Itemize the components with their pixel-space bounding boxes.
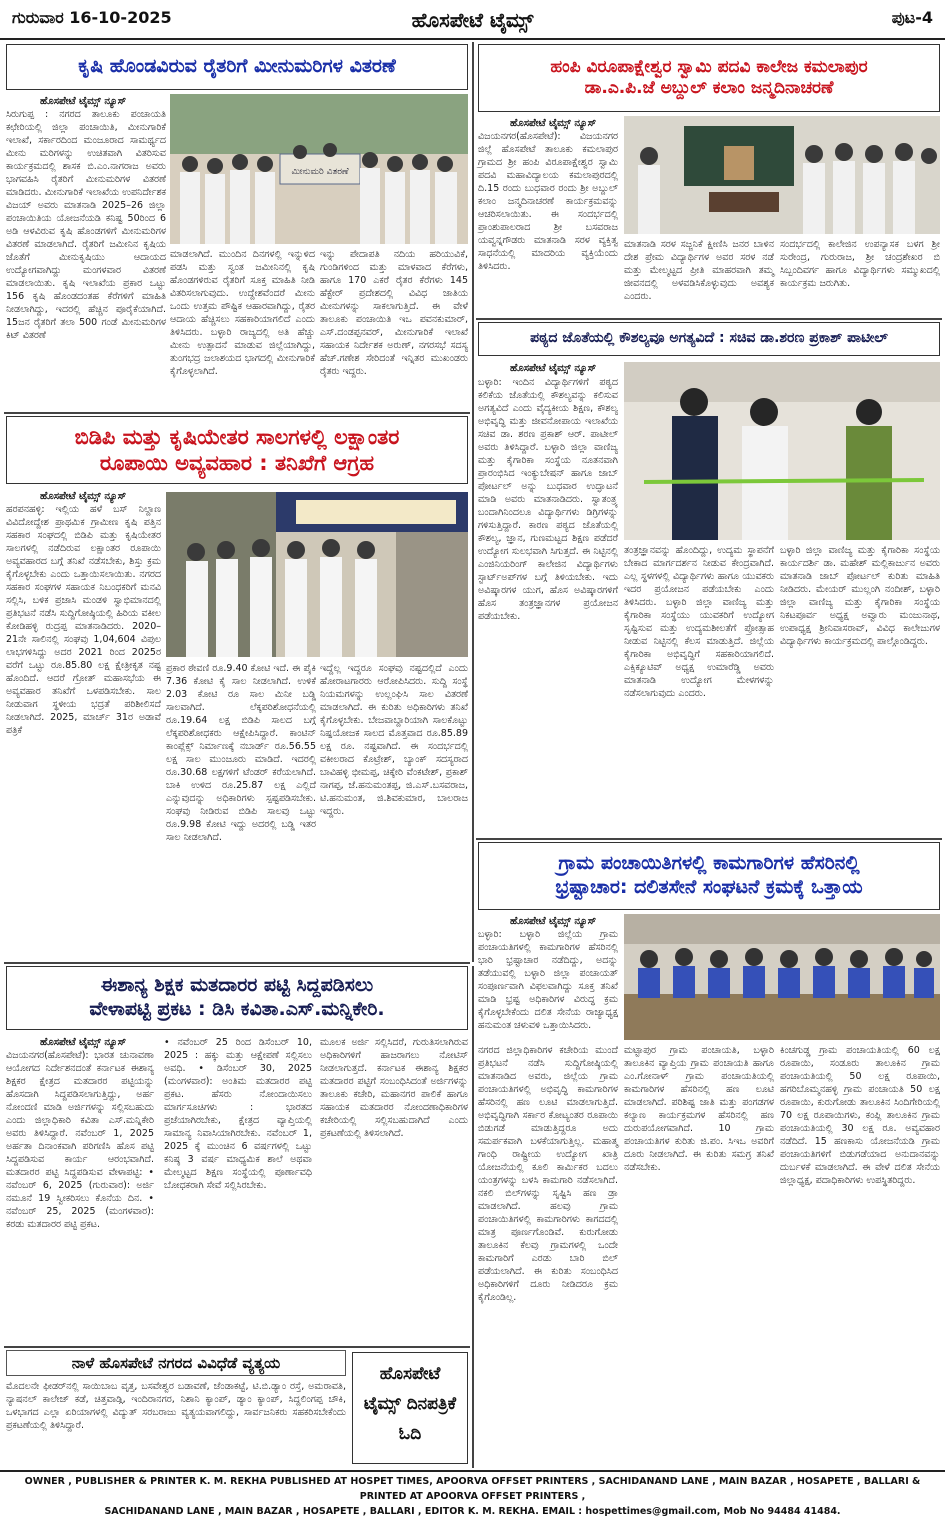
article-fish-byline: ಹೊಸಪೇಟೆ ಟೈಮ್ಸ್ ನ್ಯೂಸ್ bbox=[40, 96, 127, 107]
article-voter-headline bbox=[6, 966, 468, 1030]
article-kalam-headline bbox=[478, 44, 940, 112]
column-divider bbox=[472, 966, 474, 1468]
article-skill-text-col1: ಬಳ್ಳಾರಿ: ಇಂದಿನ ವಿದ್ಯಾರ್ಥಿಗಳಿಗೆ ಪಠ್ಯದ ಕಲಿಕೆಯ ಜೊತೆಯಲ್ಲಿ ಕೌಶಲ್ಯವನ್ನು ಕಲಿಸುವ ಅಗತ್ಯವಿದೆ ಎಂದು ವೈದ್ಯಕೀಯ ಶಿಕ್ಷಣ, ಕೌಶಲ್ಯ ಅಭಿವೃದ್ಧಿ ಮತ್ತು ಜೀವನೋಪಾಯ ಇಲಾಖೆಯ ಸಚಿವ ಡಾ. ಶರಣ ಪ್ರಕಾಶ್ ಆರ್. ಪಾಟೀಲ್ ಅವರು ತಿಳಿಸಿದ್ದಾರೆ. ಬಳ್ಳಾರಿ ಜಿಲ್ಲಾ ವಾಣಿಜ್ಯ ಮತ್ತು ಕೈಗಾರಿಕಾ ಸಂಸ್ಥೆಯ ನೂತನವಾಗಿ ಪ್ರಾರಂಭಿಸಿದ ಇಂಕ್ಯುಬೇಷನ್ ಹಾಗೂ ಜಾಬ್ ಪೋರ್ಟಲ್ ಅನ್ನು ಬುಧವಾರ ಉದ್ಘಾಟನೆ ಮಾಡಿ ಅವರು ಮಾತನಾಡಿದರು. ಸ್ವಾತಂತ್ರ್ಯ ಬಂದಾಗಿನಿಂದಲೂ ವಿದ್ಯಾರ್ಥಿಗಳು ಡಿಗ್ರಿಗಳನ್ನು ಗಳಿಸುತ್ತಿದ್ದಾರೆ. ಕಾರಣ ಪಠ್ಯದ ಜೊತೆಯಲ್ಲಿ ಕೌಶಲ್ಯ, ಜ್ಞಾನ, ಗುಣಮಟ್ಟದ ಶಿಕ್ಷಣ ಪಡೆದರೆ ಉದ್ಯೋಗ ಸುಲಭವಾಗಿ ಸಿಗುತ್ತದೆ. ಈ ನಿಟ್ಟಿನಲ್ಲಿ ಎಂಜಿನಿಯರಿಂಗ್ ಕಾಲೇಜಿನ ವಿದ್ಯಾರ್ಥಿಗಳು ಸ್ಟಾರ್ಟ್‌ಅಪ್‌ಗಳ ಬಗ್ಗೆ ತಿಳಿಯಬೇಕು. ಇದು ಅವಿಷ್ಕಾರಗಳ ಯುಗ, ಹೊಸ ಅವಿಷ್ಕಾರಗಳಿಗೆ ಹೊಸ ತಂತ್ರಜ್ಞಾನಗಳ ಪ್ರಯೋಜನ ಪಡೆಯಬೇಕು. bbox=[478, 377, 618, 622]
article-fish-photo bbox=[170, 94, 468, 244]
promo-line1: ಹೊಸಪೇಟೆ bbox=[379, 1364, 441, 1384]
article-voter-text-col1: ವಿಜಯನಗರ(ಹೊಸಪೇಟೆ): ಭಾರತ ಚುನಾವಣಾ ಆಯೋಗದ ನಿರ್ದೇಶನದಂತೆ ಕರ್ನಾಟಕ ಈಶಾನ್ಯ ಶಿಕ್ಷಕರ ಕ್ಷೇತ್ರದ ಮತದಾರರ ಪಟ್ಟಿಯನ್ನು ಹೊಸದಾಗಿ ಸಿದ್ದಪಡಿಸಲಾಗುತ್ತಿದ್ದು, ಅರ್ಹ ನೋಂದಣಿ ಮಾಡಿ ಅರ್ಜಿಗಳನ್ನು ಸಲ್ಲಿಸಬಹುದು ಎಂದು ಜಿಲ್ಲಾಧಿಕಾರಿ ಕವಿತಾ ಎಸ್.ಮನ್ನಿಕೇರಿ ಅವರು ತಿಳಿಸಿದ್ದಾರೆ. ನವೆಂಬರ್ 1, 2025 ಅರ್ಹತಾ ದಿನಾಂಕವಾಗಿ ಪರಿಗಣಿಸಿ ಹೊಸ ಪಟ್ಟಿ ಸಿದ್ದಪಡಿಸುವ ಕಾರ್ಯ ಆರಂಭವಾಗಿದೆ. ಮತದಾರರ ಪಟ್ಟಿ ಸಿದ್ದಪಡಿಸುವ ವೇಳಾಪಟ್ಟಿ: • ನವೆಂಬರ್ 6, 2025 (ಗುರುವಾರ): ಅರ್ಜಿ ನಮೂನೆ 19 ಸ್ವೀಕರಿಸಲು ಕೊನೆಯ ದಿನ. • ನವೆಂಬರ್ 25, 2025 (ಮಂಗಳವಾರ): ಕರಡು ಮತದಾರರ ಪಟ್ಟಿ ಪ್ರಕಟ. bbox=[6, 1050, 154, 1230]
article-panchayat-headline-line2: ಭ್ರಷ್ಟಾಚಾರ: ದಲಿತಸೇನೆ ಸಂಘಟನೆ ಕ್ರಮಕ್ಕೆ ಒತ್ತಾಯ bbox=[555, 876, 863, 898]
article-skill-headline: ಪಠ್ಯದ ಜೊತೆಯಲ್ಲಿ ಕೌಶಲ್ಯವೂ ಅಗತ್ಯವಿದೆ : ಸಚಿವ ಡಾ.ಶರಣ ಪ್ರಕಾಶ್ ಪಾಟೀಲ್ bbox=[478, 322, 940, 356]
article-kalam-text-col2: ಮಾತನಾಡಿ ಸರಳ ಸಜ್ಜನಿಕೆ ಕ್ಷೀಣಿಸಿ ಜನರ ಬಾಳಿನ ದೇಶ ಪ್ರೇಮ ವಿದ್ಯಾರ್ಥಿಗಳ ಅವರ ಸರಳ ನಡೆ ಮತ್ತು ಮೇಲ್ಮಟ್ಟದ ಪ್ರೀತಿ ಮಾಹರವಾಗಿ ತಮ್ಮ ಜೀವನದಲ್ಲಿ ಅಳವಡಿಸಿಕೊಳ್ಳುವುದು ಅವಶ್ಯಕ ಎಂದರು. bbox=[624, 239, 774, 302]
article-fish-text-col1: ಸಿರುಗುಪ್ಪ : ನಗರದ ತಾಲೂಕು ಪಂಚಾಯತಿ ಕಛೇರಿಯಲ್ಲಿ ಜಿಲ್ಲಾ ಪಂಚಾಯಿತಿ, ಮೀನುಗಾರಿಕೆ ಇಲಾಖೆ, ಸರ್ಕಾರದಿಂದ ಮಂಜೂರಾದ ಸಾಮರ್ಥ್ಯದ ಮೀನು ಮರಿಗಳನ್ನು ಉಚಿತವಾಗಿ ವಿತರಿಸುವ ಕಾರ್ಯಕ್ರಮದಲ್ಲಿ ಶಾಸಕ ಬಿ.ಎಂ.ನಾಗರಾಜ ಅವರು ಭಾಗವಹಿಸಿ ರೈತರಿಗೆ ಮೀನುಮರಿಗಳ ವಿತರಣೆ ಮಾಡಿದರು. ಮೀನುಗಾರಿಕೆ ಇಲಾಖೆಯ ಉಪನಿರ್ದೇಶಕ ವಿಜಯ್ ಅವರು ಮಾತನಾಡಿ 2025–26 ಜಿಲ್ಲಾ ಪಂಚಾಯಿತಿಯ ಯೋಜನೆಯಡಿ ಕನಿಷ್ಟ 50ರಿಂದ 6 ಅಡಿ ಆಳವಿರುವ ಕೃಷಿ ಹೊಂಡಗಳಿಗೆ ಮೀನುಮರಿಗಳ ವಿತರಣೆ ಮಾಡಲಾಗಿದೆ. ರೈತರಿಗೆ ಜಮೀನಿನ ಕೃಷಿಯ ಜೊತೆಗೆ ಮೀನುಕೃಷಿಯು ಆದಾಯದ ಉದ್ಯೋಗವಾಗಿದ್ದು ಮಂಗಳವಾರ ವಿತರಣೆ ಮಾಡಲಾಯಿತು. ಕೃಷಿ ಇಲಾಖೆಯ ಪ್ರಕಾರ ಒಟ್ಟು 156 ಕೃಷಿ ಹೊಂಡದಂತಹ ಕೆರೆಗಳಿಗೆ ಮಾಹಿತಿ ನೀಡಲಾಗಿದ್ದು, ಇದರಲ್ಲಿ ಹೆಚ್ಚಿನ ಪೂರೈಕೆಯಾಗಿದೆ. 15ಜನ ರೈತರಿಗೆ ತಲಾ 500 ಗಂಡೆ ಮೀನುಮರಿಗಳ ಕಿಟ್ ವಿತರಣೆ bbox=[6, 109, 166, 341]
article-loan-headline bbox=[6, 416, 468, 484]
article-skill-text-col3: ಬಳ್ಳಾರಿ ಜಿಲ್ಲಾ ವಾಣಿಜ್ಯ ಮತ್ತು ಕೈಗಾರಿಕಾ ಸಂಸ್ಥೆಯ ಕಾರ್ಯದರ್ಶಿ ಡಾ. ಮಹೇಶ್ ಮಲ್ಲಿಕಾರ್ಜುನ ಅವರು ಮಾತನಾಡಿ ಜಾಬ್ ಪೋರ್ಟಲ್ ಕುರಿತು ಮಾಹಿತಿ ನೀಡಿದರು. ಮೇಯರ್ ಮುಲ್ಲಂಗಿ ನಂದೀಶ್, ಬಳ್ಳಾರಿ ಜಿಲ್ಲಾ ವಾಣಿಜ್ಯ ಮತ್ತು ಕೈಗಾರಿಕಾ ಸಂಸ್ಥೆಯ ನಿಕಟಪೂರ್ವ ಅಧ್ಯಕ್ಷ ಅವ್ವಾರು ಮಂಜುನಾಥ, ಉಪಾಧ್ಯಕ್ಷ ಶ್ರೀನಿವಾಸರಾವ್, ವಿವಿಧ ಕಾಲೇಜುಗಳ ವಿದ್ಯಾರ್ಥಿಗಳು ಕಾರ್ಯಕ್ರಮದಲ್ಲಿ ಪಾಲ್ಗೊಂಡಿದ್ದರು. bbox=[780, 545, 940, 647]
footer-line2: SACHIDANAND LANE , MAIN BAZAR , HOSAPETE , BALLARI , EDITOR K. M. REKHA. EMAIL : hospettimes@gmail.com, Mob No 94484 41484. bbox=[104, 1506, 841, 1517]
separator bbox=[4, 412, 470, 414]
article-panchayat-photo bbox=[624, 914, 940, 1040]
article-skill-byline: ಹೊಸಪೇಟೆ ಟೈಮ್ಸ್ ನ್ಯೂಸ್ bbox=[510, 363, 597, 374]
article-voter-text-col2: • ನವೆಂಬರ್ 25 ರಿಂದ ಡಿಸೆಂಬರ್ 10, 2025 : ಹಕ್ಕು ಮತ್ತು ಆಕ್ಷೇಪಣೆ ಸಲ್ಲಿಸಲು ಅವಧಿ. • ಡಿಸೆಂಬರ್ 30, 2025 (ಮಂಗಳವಾರ): ಅಂತಿಮ ಮತದಾರರ ಪಟ್ಟಿ ಪ್ರಕಟ. ಹೆಸರು ನೋಂದಾಯಿಸಲು ಮಾರ್ಗಸೂಚಿಗಳು : ಭಾರತದ ಪ್ರಜೆಯಾಗಿರಬೇಕು, ಕ್ಷೇತ್ರದ ವ್ಯಾಪ್ತಿಯಲ್ಲಿ ಸಾಮಾನ್ಯ ನಿವಾಸಿಯಾಗಿರಬೇಕು. ನವೆಂಬರ್ 1, 2025 ಕ್ಕೆ ಮುಂಚಿನ 6 ವರ್ಷಗಳಲ್ಲಿ ಒಟ್ಟು ಕನಿಷ್ಠ 3 ವರ್ಷ ಮಾಧ್ಯಮಿಕ ಶಾಲೆ ಅಥವಾ ಮೇಲ್ಮಟ್ಟದ ಶಿಕ್ಷಣ ಸಂಸ್ಥೆಯಲ್ಲಿ ಪೂರ್ಣಾವಧಿ ಬೋಧಕರಾಗಿ ಸೇವೆ ಸಲ್ಲಿಸಿರಬೇಕು. bbox=[164, 1037, 312, 1191]
article-loan-text-col1: ಹರಪನಹಳ್ಳಿ: ಇಲ್ಲಿಯ ಹಳೆ ಬಸ್ ನಿಲ್ದಾಣ ವಿವಿದೋದ್ದೇಶ ಪ್ರಾಥಮಿಕ ಗ್ರಾಮೀಣ ಕೃಷಿ ಪತ್ತಿನ ಸಹಕಾರ ಸಂಘದಲ್ಲಿ ಬಿಡಿಪಿ ಮತ್ತು ಕೃಷಿಯೇತರ ಸಾಲಗಳಲ್ಲಿ ನಡೆದಿರುವ ಲಕ್ಷಾಂತರ ರೂಪಾಯಿ ಅವ್ಯವಹಾರದ ಬಗ್ಗೆ ತನಿಖೆ ನಡೆಸಬೇಕು, ಶಿಸ್ತು ಕ್ರಮ ಕೈಗೊಳ್ಳಬೇಕು ಎಂದು ಒತ್ತಾಯಿಸಲಾಯಿತು. ನಗರದ ಸಹಕಾರ ಸಂಘಗಳ ಸಹಾಯಕ ನಿಬಂಧಕರಿಗೆ ಮನವಿ ಸಲ್ಲಿಸಿ, ಬಳಿಕ ಪ್ರಜಾಸಿ ಮಂಡಳಿ ಸ್ವಾಭಿಮಾನದಲ್ಲಿ ಪ್ರತಿಭಟನೆ ನಡೆಸಿ ಸುದ್ದಿಗೋಷ್ಠಿಯಲ್ಲಿ ಹಿರಿಯ ವಕೀಲ ಕೋಡಿಹಳ್ಳಿ ರುದ್ರಪ್ಪ ಮಾತನಾಡಿದರು. 2020–21ನೇ ಸಾಲಿನಲ್ಲಿ ಸಂಘವು 1,04,604 ವಿಪುಲ ಲಾಭಗಳಿಸಿದ್ದು ಅದರ 2021 ರಿಂದ 2025ರ ವರೆಗೆ ಒಟ್ಟು ರೂ.85.80 ಲಕ್ಷ ಕ್ಷೇತ್ರೀಕೃತ ನಷ್ಟ ಹೊಂದಿದೆ. ಆದರೆ ಗ್ರೋತ್ ಮಹಾಸಭೆಯ ಈ ಅವ್ಯವಹಾರ ತನಿಖೆಗೆ ಒಳಪಡಿಸಬೇಕು. ಸಾಲ ನೀಡುವಾಗ ಸ್ಥಳೀಯ ಭದ್ರತೆ ಪರಿಶೀಲಿಸದೆ ನೀಡಲಾಗಿದೆ. 2025, ಮಾರ್ಚ್ 31ರ ಅಡಾವೆ ಪತ್ರಿಕೆ bbox=[6, 504, 161, 736]
article-loan-headline-line1: ಬಿಡಿಪಿ ಮತ್ತು ಕೃಷಿಯೇತರ ಸಾಲಗಳಲ್ಲಿ ಲಕ್ಷಾಂತರ bbox=[74, 424, 400, 449]
page-header bbox=[0, 0, 945, 40]
article-fish-photo-banner: ಮೀನುಮರಿ ವಿತರಣೆ bbox=[291, 167, 349, 177]
article-panchayat-headline bbox=[478, 842, 940, 910]
footer-line1: OWNER , PUBLISHER & PRINTER K. M. REKHA PUBLISHED AT HOSPET TIMES, APOORVA OFFSET PRINTERS , SACHIDANAND LANE , MAIN BAZAR , HOSAPETE , BALLARI & PRINTED AT APOORVA OFFSET PRINTERS , bbox=[24, 1476, 921, 1502]
article-panchayat-text-col3: ಕಿಂಚಗುಡ್ಡ ಗ್ರಾಮ ಪಂಚಾಯತಿಯಲ್ಲಿ 60 ಲಕ್ಷ ರೂಪಾಯಿ, ಸಂಡೂರು ತಾಲೂಕಿನ ಗ್ರಾಮ ಪಂಚಾಯತಿಯಲ್ಲಿ 50 ಲಕ್ಷ ರೂಪಾಯಿ, ಹಗರಿಬೊಮ್ಮನಹಳ್ಳಿ ಗ್ರಾಮ ಪಂಚಾಯತಿ 50 ಲಕ್ಷ ರೂಪಾಯಿ, ಕುರುಗೋಡು ತಾಲೂಕಿನ ಸಿಂದಿಗೇರಿಯಲ್ಲಿ 70 ಲಕ್ಷ ರೂಪಾಯಿಗಳು, ಕಂಪ್ಲಿ ತಾಲೂಕಿನ ಗ್ರಾಮ ಪಂಚಾಯತಿಯಲ್ಲಿ 30 ಲಕ್ಷ ರೂ. ಅವ್ಯವಹಾರ ನಡೆದಿದೆ. 15 ಹಣಕಾಸು ಯೋಜನೆಯಡಿ ಗ್ರಾಮ ಪಂಚಾಯತಿಗಳಿಗೆ ಬಿಡುಗಡೆಯಾದ ಅನುದಾನವನ್ನು ದುರ್ಬಳಕೆ ಮಾಡಲಾಗಿದೆ. ಈ ವೇಳೆ ದಲಿತ ಸೇನೆಯ ಜಿಲ್ಲಾಧ್ಯಕ್ಷ, ಪದಾಧಿಕಾರಿಗಳು ಉಪಸ್ಥಿತರಿದ್ದರು. bbox=[780, 1045, 940, 1186]
article-panchayat-text-col2: ಮಟ್ಟಾಪುರ ಗ್ರಾಮ ಪಂಚಾಯತಿ, ಬಳ್ಳಾರಿ ತಾಲೂಕಿನ ವ್ಯಾಪ್ತಿಯ ಗ್ರಾಮ ಪಂಚಾಯತಿ ಹಾಗೂ ಎಂ.ಗೋನಾಳ್ ಗ್ರಾಮ ಪಂಚಾಯತಿಯಲ್ಲಿ ಕಾಮಗಾರಿಗಳ ಹೆಸರಿನಲ್ಲಿ ಹಣ ಲೂಟಿ ಮಾಡಲಾಗಿದೆ. ಪರಿಶಿಷ್ಟ ಜಾತಿ ಮತ್ತು ಪಂಗಡಗಳ ಕಲ್ಯಾಣ ಕಾರ್ಯಕ್ರಮಗಳ ಹೆಸರಿನಲ್ಲಿ ಹಣ ದುರುಪಯೋಗವಾಗಿದೆ. 10 ಗ್ರಾಮ ಪಂಚಾಯತಿಗಳ ಕುರಿತು ಜಿ.ಪಂ. ಸಿಇಒ ಅವರಿಗೆ ದೂರು ನೀಡಲಾಗಿದೆ. ಈ ಕುರಿತು ಸಮಗ್ರ ತನಿಖೆ ನಡೆಸಬೇಕು. bbox=[624, 1045, 774, 1173]
article-kalam-byline: ಹೊಸಪೇಟೆ ಟೈಮ್ಸ್ ನ್ಯೂಸ್ bbox=[510, 118, 597, 129]
article-kalam-text-col3: ಸಂದರ್ಭದಲ್ಲಿ ಕಾಲೇಜಿನ ಉಪನ್ಯಾಸಕ ಬಳಗ ಶ್ರೀ ಸುರೇಂದ್ರ, ಗುರುರಾಜ, ಶ್ರೀ ಚಂದ್ರಶೇಖರ ಬಿ ಸಿಬ್ಬಂದಿವರ್ಗ ಹಾಗೂ ವಿದ್ಯಾರ್ಥಿಗಳು ಸಮ್ಮುಖದಲ್ಲಿ ಕಾರ್ಯಕ್ರಮ ಜರುಗಿತು. bbox=[780, 239, 940, 289]
promo-read-box bbox=[352, 1352, 468, 1464]
page-number: ಪುಟ-4 bbox=[891, 8, 933, 27]
article-loan-headline-line2: ರೂಪಾಯಿ ಅವ್ಯವಹಾರ : ತನಿಖೆಗೆ ಆಗ್ರಹ bbox=[99, 451, 375, 475]
separator bbox=[476, 318, 942, 320]
separator bbox=[4, 1346, 470, 1348]
article-panchayat-text-col1: ನಗರದ ಜಿಲ್ಲಾಧಿಕಾರಿಗಳ ಕಚೇರಿಯ ಮುಂದೆ ಪ್ರತಿಭಟನೆ ನಡೆಸಿ ಸುದ್ದಿಗೋಷ್ಠಿಯಲ್ಲಿ ಮಾತನಾಡಿದ ಅವರು, ಜಿಲ್ಲೆಯ ಗ್ರಾಮ ಪಂಚಾಯತಿಗಳಲ್ಲಿ ಅಭಿವೃದ್ಧಿ ಕಾಮಗಾರಿಗಳ ಹೆಸರಿನಲ್ಲಿ ಹಣ ಲೂಟಿ ಮಾಡಲಾಗುತ್ತಿದೆ. ಅಭಿವೃದ್ಧಿಗಾಗಿ ಸರ್ಕಾರ ಕೋಟ್ಯಂತರ ರೂಪಾಯಿ ಬಿಡುಗಡೆ ಮಾಡುತ್ತಿದ್ದರೂ ಅದು ಸಮರ್ಪಕವಾಗಿ ಬಳಕೆಯಾಗುತ್ತಿಲ್ಲ. ಮಹಾತ್ಮ ಗಾಂಧಿ ರಾಷ್ಟ್ರೀಯ ಉದ್ಯೋಗ ಖಾತ್ರಿ ಯೋಜನೆಯಲ್ಲಿ ಕೂಲಿ ಕಾರ್ಮಿಕರ ಬದಲು ಯಂತ್ರಗಳನ್ನು ಬಳಸಿ ಕಾಮಗಾರಿ ನಡೆಸಲಾಗಿದೆ. ನಕಲಿ ಬಿಲ್‌ಗಳನ್ನು ಸೃಷ್ಟಿಸಿ ಹಣ ಡ್ರಾ ಮಾಡಲಾಗಿದೆ. ಹಲವು ಗ್ರಾಮ ಪಂಚಾಯಿತಿಗಳಲ್ಲಿ ಕಾಮಗಾರಿಗಳು ಕಾಗದದಲ್ಲಿ ಮಾತ್ರ ಪೂರ್ಣಗೊಂಡಿವೆ. ಕುರುಗೋಡು ತಾಲೂಕಿನ ಕೆಲವು ಗ್ರಾಮಗಳಲ್ಲಿ ಒಂದೇ ಕಾಮಗಾರಿಗೆ ಎರಡು ಬಾರಿ ಬಿಲ್ ಪಡೆಯಲಾಗಿದೆ. ಈ ಕುರಿತು ಸಂಬಂಧಿಸಿದ ಅಧಿಕಾರಿಗಳಿಗೆ ದೂರು ನೀಡಿದರೂ ಕ್ರಮ ಕೈಗೊಂಡಿಲ್ಲ. bbox=[478, 1045, 618, 1303]
article-power-text: ಮೊದಲನೇ ಫೀಡರ್‌ನಲ್ಲಿ ಸಾಯಿಬಾಬ ವೃತ್ತ, ಬಸವೇಶ್ವರ ಬಡಾವಣೆ, ಜೆಂಡಾಕಟ್ಟೆ, ಟಿ.ಬಿ.ಡ್ಯಾಂ ರಸ್ತೆ, ಅಮರಾವತಿ, ನ್ಯಾಷನಲ್ ಕಾಲೇಜ್ ಕಡೆ, ಚಿತ್ತವಾಡ್ಗಿ, ಇಂದಿರಾನಗರ, ನಿಶಾನಿ ಕ್ಯಾಂಪ್, ಡ್ಯಾಂ ಕ್ಯಾಂಪ್, ಸಿದ್ದಲಿಂಗಪ್ಪ ಚೌಕಿ, ಒಳಭಾಗದ ಎಲ್ಲಾ ಏರಿಯಾಗಳಲ್ಲಿ ವಿದ್ಯುತ್ ಸರಬರಾಜು ವ್ಯತ್ಯಯವಾಗಲಿದ್ದು, ಸಾರ್ವಜನಿಕರು ಸಹಕರಿಸಬೇಕೆಂದು ಪ್ರಕಟಣೆಯಲ್ಲಿ ತಿಳಿಸಿದ್ದಾರೆ. bbox=[6, 1381, 346, 1431]
article-loan-text-col2: ಪ್ರಕಾರ ಠೇವಣಿ ರೂ.9.40 ಕೋಟಿ ಇದೆ. ಈ ಪೈಕಿ 7.36 ಕೋಟಿ ಕೈ ಸಾಲ ನೀಡಲಾಗಿದೆ. ಉಳಿಕೆ 2.03 ಕೋಟಿ ರೂ ಸಾಲ ಮಿನೀ ಬಡ್ಡಿ ಸಾಲವಾಗಿದೆ. ಲೆಕ್ಕಪರಿಶೋಧನೆಯಲ್ಲಿ ರೂ.19.64 ಲಕ್ಷ ಬಿಡಿಪಿ ಸಾಲದ ಬಗ್ಗೆ ಲೆಕ್ಕಪರಿಶೋಧಕರು ಆಕ್ಷೇಪಿಸಿದ್ದಾರೆ. ಕಾಂಟಿನ್ ಕಾಂಪ್ಲೆಕ್ಸ್ ನಿರ್ಮಾಣಕ್ಕೆ ನಬಾರ್ಡ್ ರೂ.56.55 ಲಕ್ಷ ಸಾಲ ಮುಂಜೂರು ಮಾಡಿದೆ. ಇದರಲ್ಲಿ ರೂ.30.68 ಲಕ್ಷಗಳಿಗೆ ಟೆಂಡರ್ ಕರೆಯಲಾಗಿದೆ. ಬಾಕಿ ಉಳಿದ ರೂ.25.87 ಲಕ್ಷ ಎಲ್ಲಿದೆ ಎನ್ನುವುದನ್ನು ಅಧಿಕಾರಿಗಳು ಸ್ಪಷ್ಟಪಡಿಸಬೇಕು. ಸಂಘವು ನೀಡಿರುವ ಬಿಡಿಪಿ ಸಾಲವು ಒಟ್ಟು ರೂ.9.98 ಕೋಟಿ ಇದ್ದು ಅದರಲ್ಲಿ ಬಡ್ಡಿ ಇತರ ಸಾಲ ನೀಡಲಾಗಿದೆ. bbox=[166, 663, 316, 843]
article-fish-text-col2: ಮಾಡಲಾಗಿದೆ. ಮುಂದಿನ ದಿನಗಳಲ್ಲಿ ಇನ್ನುಳಿದ ಪಡಸಿ ಮತ್ತು ಸ್ವಂತ ಜಮೀನಿನಲ್ಲಿ ಕೃಷಿ ಹೊಂಡಗಳಿರುವ ರೈತರಿಗೆ ಸೂಕ್ತ ಮಾಹಿತಿ ನೀಡಿ ವಿತರಿಸಲಾಗುವುದು. ಉದ್ದೇಶವೆಂದರೆ ಮೀನು ಒಂದು ಉತ್ತಮ ಪೌಷ್ಟಿಕ ಆಹಾರವಾಗಿದ್ದು, ರೈತರ ಆದಾಯ ಹೆಚ್ಚಿಸಲು ಸಹಕಾರಿಯಾಗಲಿದೆ ಎಂದು ತಿಳಿಸಿದರು. ಬಳ್ಳಾರಿ ರಾಜ್ಯದಲ್ಲಿ ಅತಿ ಹೆಚ್ಚು ಮೀನು ಉತ್ಪಾದನೆ ಮಾಡುವ ಜಿಲ್ಲೆಯಾಗಿದ್ದು, ತುಂಗಭದ್ರ ಜಲಾಶಯದ ಭಾಗದಲ್ಲಿ ಮೀನುಗಾರಿಕೆ ಕೈಗೊಳ್ಳಲಾಗಿದೆ. bbox=[170, 249, 315, 377]
article-kalam-photo bbox=[624, 116, 940, 234]
article-fish-text-col3: ಇನ್ನು ಪೇದಾಪತಿ ನದಿಯ ಹರಿಯುವಿಕೆ, ಗುಂಡಿಗಳಿಂದ ಮತ್ತು ಮಾಳವಾದ ಕೆರೆಗಳು, ಹಾಗೂ 170 ಎಕರೆ ರೈತರ ಕೆರೆಗಳು 145 ಹೆಕ್ಟೇರ್ ಪ್ರದೇಶದಲ್ಲಿ ವಿವಿಧ ಜಾತಿಯ ಮೀನುಗಳನ್ನು ಸಾಕಲಾಗುತ್ತಿದೆ. ಈ ವೇಳೆ ತಾಲೂಕು ಪಂಚಾಯಿತಿ ಇಒ ಪವನಕುಮಾರ್, ಎಸ್.ದಂಡಪ್ಪನವರ್, ಮೀನುಗಾರಿಕೆ ಇಲಾಖೆ ಸಹಾಯಕ ನಿರ್ದೇಶಕ ಅರುಣ್, ನಗರಸಭೆ ಸದಸ್ಯ ಹೆಚ್.ಗಣೇಶ ಸೇರಿದಂತೆ ಇನ್ನಿತರ ಮುಖಂಡರು ರೈತರು ಇದ್ದರು. bbox=[320, 249, 468, 377]
article-voter-headline-line1: ಈಶಾನ್ಯ ಶಿಕ್ಷಕ ಮತದಾರರ ಪಟ್ಟಿ ಸಿದ್ದಪಡಿಸಲು bbox=[100, 974, 374, 997]
article-voter-text-col3: ಮೂಲಕ ಅರ್ಜಿ ಸಲ್ಲಿಸಿದರೆ, ಗುರುತಿಸಲಾಗಿರುವ ಅಧಿಕಾರಿಗಳಿಗೆ ಹಾಜರಾಗಲು ನೋಟಿಸ್ ನೀಡಲಾಗುತ್ತದೆ. ಕರ್ನಾಟಕ ಈಶಾನ್ಯ ಶಿಕ್ಷಕರ ಮತದಾರರ ಪಟ್ಟಿಗೆ ಸಂಬಂಧಿಸಿದಂತೆ ಅರ್ಜಿಗಳನ್ನು ತಾಲೂಕು ಕಚೇರಿ, ಮಹಾನಗರ ಪಾಲಿಕೆ ಹಾಗೂ ಸಹಾಯಕ ಮತದಾರರ ನೋಂದಣಾಧಿಕಾರಿಗಳ ಕಚೇರಿಯಲ್ಲಿ ಸಲ್ಲಿಸಬಹುದಾಗಿದೆ ಎಂದು ಪ್ರಕಟಣೆಯಲ್ಲಿ ತಿಳಿಸಲಾಗಿದೆ. bbox=[320, 1037, 468, 1139]
article-voter-headline-line2: ವೇಳಾಪಟ್ಟಿ ಪ್ರಕಟ : ಡಿಸಿ ಕವಿತಾ.ಎಸ್.ಮನ್ನಿಕೇರಿ. bbox=[89, 998, 385, 1020]
article-skill-photo bbox=[624, 362, 940, 540]
masthead: ಹೊಸಪೇಟೆ ಟೈಮ್ಸ್ bbox=[411, 8, 534, 32]
column-divider bbox=[472, 42, 474, 962]
article-kalam-headline-line1: ಹಂಪಿ ವಿರೂಪಾಕ್ಷೇಶ್ವರ ಸ್ವಾಮಿ ಪದವಿ ಕಾಲೇಜ ಕಮಲಾಪುರ bbox=[550, 56, 868, 77]
separator bbox=[4, 962, 470, 964]
article-loan-photo bbox=[166, 492, 468, 657]
article-voter-byline: ಹೊಸಪೇಟೆ ಟೈಮ್ಸ್ ನ್ಯೂಸ್ bbox=[40, 1037, 127, 1048]
separator bbox=[476, 838, 942, 840]
article-panchayat-byline: ಹೊಸಪೇಟೆ ಟೈಮ್ಸ್ ನ್ಯೂಸ್ bbox=[510, 916, 597, 927]
promo-line3: ಓದಿ bbox=[398, 1424, 422, 1444]
article-kalam-headline-line2: ಡಾ.ಎ.ಪಿ.ಜೆ ಅಬ್ದುಲ್ ಕಲಾಂ ಜನ್ಮದಿನಾಚರಣೆ bbox=[584, 78, 834, 98]
article-loan-byline: ಹೊಸಪೇಟೆ ಟೈಮ್ಸ್ ನ್ಯೂಸ್ bbox=[40, 491, 127, 502]
article-fish-headline: ಕೃಷಿ ಹೊಂಡವಿರುವ ರೈತರಿಗೆ ಮೀನುಮರಿಗಳ ವಿತರಣೆ bbox=[6, 44, 468, 90]
article-panchayat-headline-line1: ಗ್ರಾಮ ಪಂಚಾಯಿತಿಗಳಲ್ಲಿ ಕಾಮಗಾರಿಗಳ ಹೆಸರಿನಲ್ಲಿ bbox=[558, 852, 860, 875]
article-skill-text-col2: ತಂತ್ರಜ್ಞಾನವನ್ನು ಹೊಂದಿದ್ದು, ಉದ್ಯಮ ಸ್ಥಾಪನೆಗೆ ಬೇಕಾದ ಮಾರ್ಗದರ್ಶನ ನೀಡುವ ಕೇಂದ್ರವಾಗಿದೆ. ಎಲ್ಲ ಸ್ಥಳಗಳಲ್ಲಿ ವಿದ್ಯಾರ್ಥಿಗಳು ಹಾಗೂ ಯುವಕರು ಇದರ ಪ್ರಯೋಜನ ಪಡೆಯಬೇಕು ಎಂದು ತಿಳಿಸಿದರು. ಬಳ್ಳಾರಿ ಜಿಲ್ಲಾ ವಾಣಿಜ್ಯ ಮತ್ತು ಕೈಗಾರಿಕಾ ಸಂಸ್ಥೆಯು ಯುವಕರಿಗೆ ಉದ್ಯೋಗ ಸೃಷ್ಟಿಸುವ ಮತ್ತು ಉದ್ಯಮಶೀಲತೆಗೆ ಪ್ರೋತ್ಸಾಹ ನೀಡುವ ನಿಟ್ಟಿನಲ್ಲಿ ಕೆಲಸ ಮಾಡುತ್ತಿದೆ. ಜಿಲ್ಲೆಯ ಕೈಗಾರಿಕಾ ಅಭಿವೃದ್ಧಿಗೆ ಸಹಕಾರಿಯಾಗಲಿದೆ. ಎಕ್ಸಿಕ್ಯೂಟಿವ್ ಅಧ್ಯಕ್ಷ ಉಮಾರೆಡ್ಡಿ ಅವರು ಮಾತನಾಡಿ ಉದ್ಯೋಗ ಮೇಳಗಳನ್ನು ನಡೆಸಲಾಗುವುದು ಎಂದರು. bbox=[624, 545, 774, 699]
article-kalam-text-col1: ವಿಜಯನಗರ(ಹೊಸಪೇಟೆ): ವಿಜಯನಗರ ಜಿಲ್ಲೆ ಹೊಸಪೇಟೆ ತಾಲೂಕು ಕಮಲಾಪುರ ಗ್ರಾಮದ ಶ್ರೀ ಹಂಪಿ ವಿರೂಪಾಕ್ಷೇಶ್ವರ ಸ್ವಾಮಿ ಪದವಿ ಮಹಾವಿದ್ಯಾಲಯ ಕಮಲಾಪುರದಲ್ಲಿ ದಿ.15 ರಂದು ಬುಧವಾರ ರಂದು ಶ್ರೀ ಅಬ್ದುಲ್ ಕಲಾಂ ಜನ್ಮದಿನಾಚರಣೆ ಕಾರ್ಯಕ್ರಮವನ್ನು ಆಚರಿಸಲಾಯಿತು. ಈ ಸಂದರ್ಭದಲ್ಲಿ ಪ್ರಾಂಶುಪಾಲರಾದ ಶ್ರೀ ಬಸವರಾಜ ಯವ್ವನ್ನಗೌಡರು ಮಾತನಾಡಿ ಸರಳ ವ್ಯಕ್ತಿತ್ವ ಸಾಧನೆಯಲ್ಲಿ ಮಾದರಿಯ ವ್ಯಕ್ತಿಯೆಂದು ತಿಳಿಸಿದರು. bbox=[478, 131, 618, 272]
page-footer bbox=[0, 1470, 945, 1517]
issue-date: ಗುರುವಾರ 16-10-2025 bbox=[12, 8, 172, 27]
promo-line2: ಟೈಮ್ಸ್ ದಿನಪತ್ರಿಕೆ bbox=[363, 1394, 457, 1414]
article-panchayat-text-top: ಬಳ್ಳಾರಿ: ಬಳ್ಳಾರಿ ಜಿಲ್ಲೆಯ ಗ್ರಾಮ ಪಂಚಾಯತಿಗಳಲ್ಲಿ ಕಾಮಗಾರಿಗಳ ಹೆಸರಿನಲ್ಲಿ ಭಾರಿ ಭ್ರಷ್ಟಾಚಾರ ನಡೆದಿದ್ದು, ಅದನ್ನು ತಡೆಯುವಲ್ಲಿ ಬಳ್ಳಾರಿ ಜಿಲ್ಲಾ ಪಂಚಾಯತ್ ಸಂಪೂರ್ಣವಾಗಿ ವಿಫಲವಾಗಿದ್ದು ಸೂಕ್ತ ತನಿಖೆ ಮಾಡಿ ಭ್ರಷ್ಟ ಅಧಿಕಾರಿಗಳ ವಿರುದ್ಧ ಕ್ರಮ ಕೈಗೊಳ್ಳಬೇಕೆಂದು ದಲಿತ ಸೇನೆಯ ರಾಜ್ಯಾಧ್ಯಕ್ಷ ಹನುಮಂತ ಚಳುವಳಿ ಒತ್ತಾಯಿಸಿದರು. bbox=[478, 929, 618, 1031]
article-power-headline: ನಾಳೆ ಹೊಸಪೇಟೆ ನಗರದ ವಿವಿಧೆಡೆ ವ್ಯತ್ಯಯ bbox=[6, 1350, 346, 1376]
article-loan-text-col3: ಇದ್ದೆಲ್ಲ ಇದ್ದರೂ ಸಂಘವು ನಷ್ಟದಲ್ಲಿದೆ ಎಂದು ಹೋರಾಟಗಾರರು ಆರೋಪಿಸಿದರು. ಸುದ್ದಿ ಸಂಸ್ಥೆ ನಿಯಮಗಳನ್ನು ಉಲ್ಲಂಘಿಸಿ ಸಾಲ ವಿತರಣೆ ಮಾಡಲಾಗಿದೆ. ಈ ಕುರಿತು ಅಧಿಕಾರಿಗಳು ತನಿಖೆ ಕೈಗೊಳ್ಳಬೇಕು. ಬೇಜವಾಬ್ದಾರಿಯಾಗಿ ಸಾಲಕೊಟ್ಟು ನಿಷ್ಪಯೋಜಕ ಸಾಲದ ಮೊತ್ತವಾದ ರೂ.85.89 ಲಕ್ಷ ರೂ. ನಷ್ಟವಾಗಿದೆ. ಈ ಸಂದರ್ಭದಲ್ಲಿ ವಕೀಲರಾದ ಕೊಟ್ರೇಶ್, ಬ್ಯಾಂಕ್ ಸದಸ್ಯರಾದ ಬಾವಿಹಳ್ಳಿ ಭೀಮಪ್ಪ, ಚಿಕ್ಕೇರಿ ವೆಂಕಟೇಶ್, ಪ್ರಕಾಶ್ ನಾಗಪ್ಪ, ಜೆ.ಹನುಮಂತಪ್ಪ, ಜಿ.ಎಸ್.ಬಸವರಾಜ, ಟಿ.ಹನುಮಂತ, ಜಿ.ಶಿವಕುಮಾರ, ಬಾಲರಾಜ ಇದ್ದರು. bbox=[320, 663, 468, 817]
